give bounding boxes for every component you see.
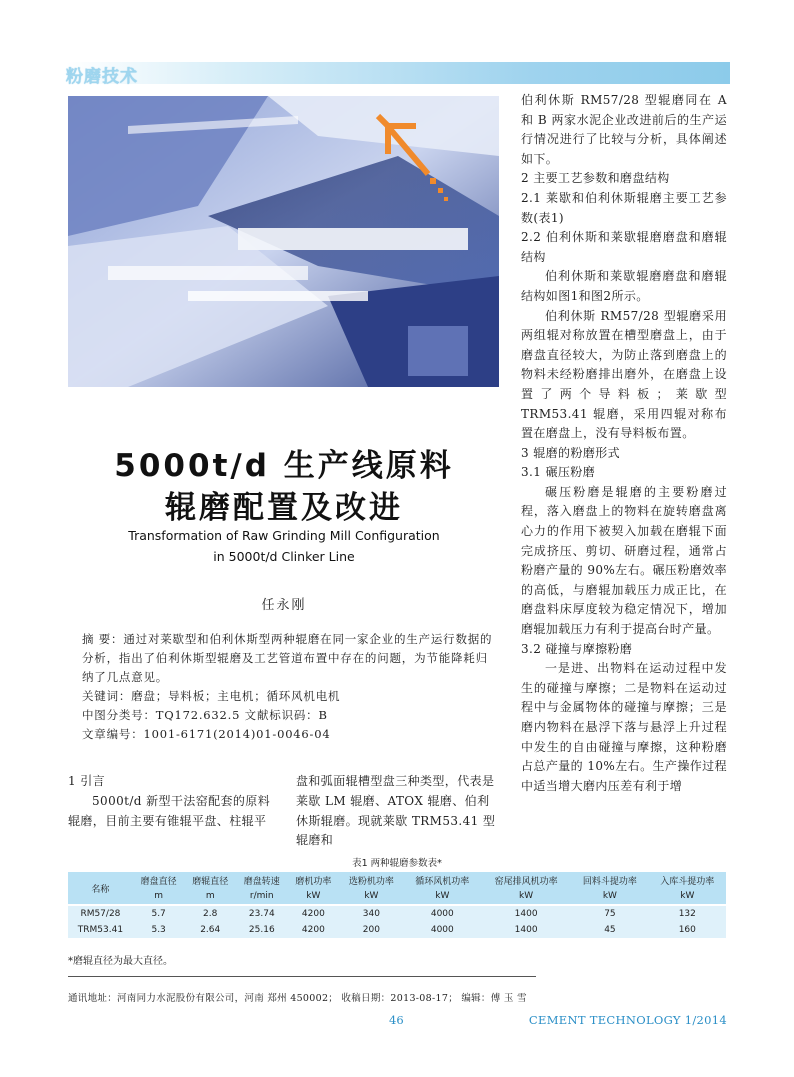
- table-title: 表1 两种辊磨参数表*: [352, 858, 442, 869]
- table-cell: 75: [571, 905, 648, 922]
- table-cell: RM57/28: [68, 905, 133, 922]
- table-cell: 4000: [430, 925, 454, 935]
- unit-cell: kW: [364, 891, 379, 901]
- paragraph: 伯利休斯 RM57/28 型辊磨采用两组辊对称放置在槽型磨盘上，由于磨盘直径较大，为防止落到磨盘上的物料未经粉磨排出磨外，在磨盘上设置了两个导料板；莱歇型 TRM53.41 辊磨，采用四辊对称布置在磨盘上，没有导料板布置。: [521, 308, 727, 441]
- cover-illustration: [68, 96, 499, 387]
- table-cell: 45: [604, 925, 616, 935]
- abstract-block: [82, 630, 494, 744]
- unit-cell: kW: [306, 891, 321, 901]
- table-cell: 1400: [514, 925, 538, 935]
- title-chinese-line-1: 5000t/d 生产线原料: [114, 448, 454, 484]
- paragraph: 伯利休斯 RM57/28 型辊磨同在 A 和 B 两家水泥企业改进前后的生产运行情况进行了比较与分析，具体阐述如下。: [521, 93, 727, 166]
- table-cell: 2.8: [184, 905, 236, 922]
- column-header: 入库斗提功率: [660, 876, 715, 887]
- column-header: 磨盘直径: [140, 876, 177, 887]
- table-cell: 4200: [288, 905, 340, 922]
- column-header: 磨盘转速: [243, 876, 280, 887]
- paragraph: 盘和弧面辊槽型盘三种类型，代表是莱歇 LM 辊磨、ATOX 辊磨、伯利休斯辊磨。现就莱歇 TRM53.41 型辊磨和: [296, 774, 496, 848]
- abstract-architecture-graphic: [68, 96, 499, 387]
- table-cell: 200: [362, 925, 380, 935]
- header-band: [66, 62, 730, 84]
- title-english-line-2: in 5000t/d Clinker Line: [213, 549, 355, 564]
- column-header: 回料斗提功率: [582, 876, 637, 887]
- table-cell: 1400: [481, 905, 571, 922]
- footnote-address: 通讯地址：河南同力水泥股份有限公司，河南 郑州 450002； 收稿日期：2013-08-17； 编辑：傅 玉 雪: [68, 993, 527, 1004]
- table-cell: 23.74: [236, 905, 288, 922]
- table-header-row: [68, 872, 726, 888]
- page-number: 46: [389, 1013, 404, 1027]
- table-row: [68, 905, 726, 922]
- subsection-heading: 2.2 伯利休斯和莱歇辊磨磨盘和磨辊结构: [521, 230, 727, 264]
- table-cell: 160: [678, 925, 696, 935]
- column-header: 选粉机功率: [348, 876, 394, 887]
- unit-cell: kW: [680, 891, 695, 901]
- unit-cell: kW: [519, 891, 534, 901]
- paragraph: 5000t/d 新型干法窑配套的原料辊磨，目前主要有锥辊平盘、柱辊平: [68, 793, 271, 828]
- table-cell: 4200: [301, 925, 325, 935]
- unit-cell: m: [154, 891, 164, 901]
- section-heading: 1 引言: [68, 774, 106, 788]
- title-chinese-line-2: 辊磨配置及改进: [165, 490, 403, 526]
- section-tag: 粉磨技术: [66, 67, 138, 87]
- column-header: 磨辊直径: [192, 876, 229, 887]
- abstract-text: 摘 要：通过对莱歇型和伯利休斯型两种辊磨在同一家企业的生产运行数据的分析，指出了伯利休斯型辊磨及工艺管道布置中存在的问题，为节能降耗归纳了几点意见。: [82, 632, 493, 684]
- table-cell: 4000: [404, 905, 481, 922]
- unit-cell: r/min: [249, 891, 274, 901]
- author-name: 任永刚: [261, 598, 307, 613]
- table-cell: TRM53.41: [77, 925, 124, 935]
- title-english-line-1: Transformation of Raw Grinding Mill Configuration: [128, 528, 440, 543]
- keywords: 关键词：磨盘；导料板；主电机；循环风机电机: [82, 689, 341, 703]
- table-cell: 25.16: [248, 925, 275, 935]
- subsection-heading: 3.2 碰撞与摩擦粉磨: [521, 641, 633, 656]
- table-cell: 340: [339, 905, 403, 922]
- bottom-left-column: [68, 772, 276, 831]
- unit-cell: m: [205, 891, 215, 901]
- paragraph: 碾压粉磨是辊磨的主要粉磨过程，落入磨盘上的物料在旋转磨盘离心力的作用下被契入加载在磨辊下面完成挤压、剪切、研磨过程，通常占粉磨产量的 90%左右。碾压粉磨效率的高低，与磨辊加载压力成正比，在磨盘料床厚度较为稳定情况下，增加磨辊加载压力有利于提高台时产量。: [521, 484, 727, 637]
- paragraph: 一是进、出物料在运动过程中发生的碰撞与摩擦；二是物料在运动过程中与金属物体的碰撞与摩擦；三是磨内物料在悬浮下落与悬浮上升过程中发生的自由碰撞与摩擦，这种粉磨占总产量的 10%左右。生产操作过程中适当增大磨内压差有利于增: [521, 661, 727, 793]
- table-cell: 132: [649, 905, 726, 922]
- section-heading: 3 辊磨的粉磨形式: [521, 445, 621, 460]
- column-header: 循环风机功率: [415, 876, 470, 887]
- classification-number: 中图分类号：TQ172.632.5 文献标识码：B: [82, 708, 328, 722]
- unit-cell: kW: [602, 891, 617, 901]
- column-header: 名称: [91, 884, 110, 895]
- bottom-middle-column: [296, 772, 501, 851]
- table-unit-row: [68, 888, 726, 905]
- column-header: 磨机功率: [295, 876, 332, 887]
- table-cell: 2.64: [200, 925, 221, 935]
- subsection-heading: 3.1 碾压粉磨: [521, 465, 596, 480]
- parameter-table: [68, 872, 726, 938]
- column-header: 窑尾排风机功率: [494, 876, 558, 887]
- unit-cell: kW: [435, 891, 450, 901]
- journal-name: CEMENT TECHNOLOGY 1/2014: [528, 1013, 727, 1027]
- table-note: *磨辊直径为最大直径。: [68, 956, 173, 967]
- section-heading: 2 主要工艺参数和磨盘结构: [521, 171, 670, 186]
- table-row: [68, 922, 726, 938]
- subsection-heading: 2.1 莱歇和伯利休斯辊磨主要工艺参数(表1): [521, 190, 727, 225]
- table-cell: 5.7: [133, 905, 185, 922]
- footnote-divider: [68, 976, 536, 977]
- table-cell: 5.3: [151, 925, 166, 935]
- article-number: 文章编号：1001-6171(2014)01-0046-04: [82, 727, 331, 741]
- paragraph: 伯利休斯和莱歇辊磨磨盘和磨辊结构如图1和图2所示。: [521, 269, 727, 303]
